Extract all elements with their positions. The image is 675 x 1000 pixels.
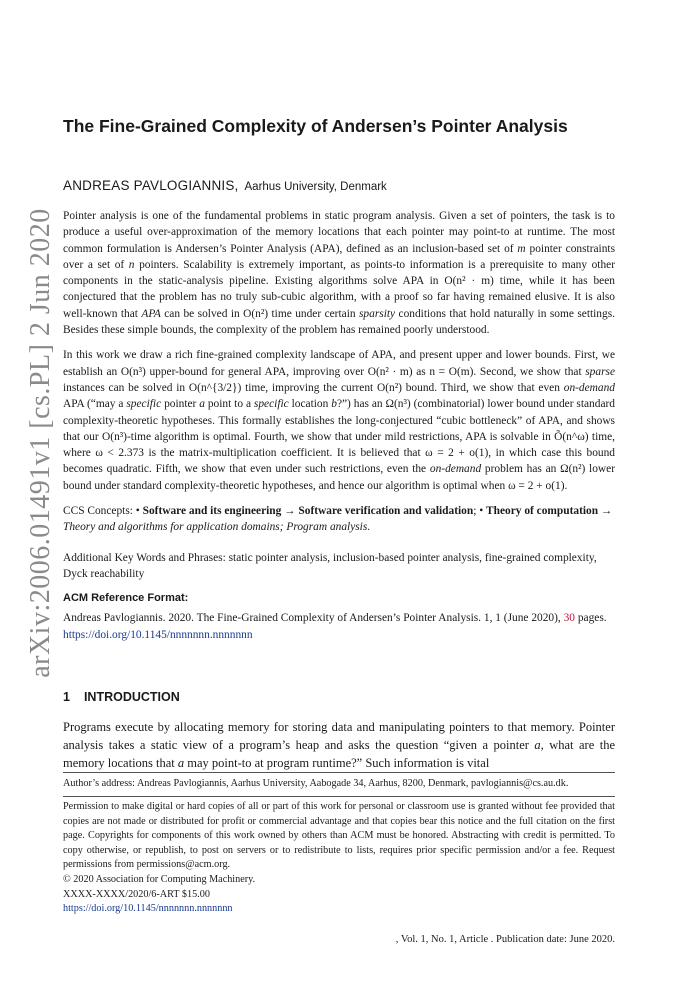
reference-text: Andreas Pavlogiannis. 2020. The Fine-Grained Complexity of Andersen’s Pointer Analysis. 1, 1 (June 2020), 30 pages. https://doi.org/10.1145/nnnnnnn.nnnnnnn <box>63 612 607 641</box>
permission-rule <box>63 796 615 797</box>
section-number: 1 <box>63 690 70 704</box>
isbn-line: XXXX-XXXX/2020/6-ART $15.00 <box>63 888 210 900</box>
arxiv-stamp <box>20 208 62 678</box>
author-line <box>63 178 387 193</box>
permission-block <box>63 800 615 917</box>
arxiv-stamp-text: arXiv:2006.01491v1 [cs.PL] 2 Jun 2020 <box>25 208 57 678</box>
section-heading <box>63 690 180 704</box>
abstract <box>63 208 615 643</box>
doi-link-footer[interactable]: https://doi.org/10.1145/nnnnnnn.nnnnnnn <box>63 903 233 915</box>
abstract-paragraph-1: Pointer analysis is one of the fundamental problems in static program analysis. Given a set of pointers, the task is to produce a useful over-approximation of the memory locations that each pointer may point-to at runtime. The most common formulation is Andersen’s Pointer Analysis (APA), defined as an inclusion-based set of m pointer constraints over a set of n pointers. Scalability is extremely important, as points-to information is a prerequisite to many other components in the static-analysis pipeline. Existing algorithms solve APA in O(n² · m) time, while it has been conjectured that the problem has no truly sub-cubic algorithm, with a proof so far having remained elusive. It is also well-known that APA can be solved in O(n²) time under certain sparsity conditions that hold naturally in some settings. Besides these simple bounds, the complexity of the problem has remained poorly understood. <box>63 210 616 337</box>
pages-link[interactable]: 30 <box>563 612 575 625</box>
keywords: Additional Key Words and Phrases: static pointer analysis, inclusion-based pointer analysis, fine-grained complexity, Dyck reachability <box>63 551 597 580</box>
intro-paragraph: Programs execute by allocating memory for storing data and manipulating pointers to that memory. Pointer analysis takes a static view of a program’s heap and asks the question “given a pointer a, what are the memory locations that a may point-to at program runtime?” Such information is vital <box>63 720 615 770</box>
permission-text: Permission to make digital or hard copies of all or part of this work for personal or classroom use is granted without fee provided that copies are not made or distributed for profit or commercial advantage and that copies bear this notice and the full citation on the first page. Copyrights for components of this work owned by others than ACM must be honored. Abstracting with credit is permitted. To copy otherwise, or republish, to post on servers or to redistribute to lists, requires prior specific permission and/or a fee. Request permissions from permissions@acm.org. <box>63 801 615 871</box>
doi-link[interactable]: https://doi.org/10.1145/nnnnnnn.nnnnnnn <box>63 628 253 641</box>
abstract-paragraph-2: In this work we draw a rich fine-grained complexity landscape of APA, and present upper and lower bounds. First, we establish an O(n³) upper-bound for general APA, improving over O(n² · m) as n = O(m). Second, we show that sparse instances can be solved in O(n^{3/2}) time, improving the current O(n²) bound. Third, we show that even on-demand APA (“may a specific pointer a point to a specific location b?”) has an Ω(n³) (combinatorial) lower bound under standard complexity-theoretic hypotheses. This formally establishes the long-conjectured “cubic bottleneck” of APA, and shows that our O(n³)-time algorithm is optimal. Fourth, we show that under mild restrictions, APA is solvable in Õ(n^ω) time, where ω < 2.373 is the matrix-multiplication coefficient. It is believed that ω = 2 + o(1), in which case this bound becomes quadratic. Fifth, we show that even under such restrictions, even the on-demand problem has an Ω(n²) lower bound under standard complexity-theoretic hypotheses, and hence our algorithm is optimal when ω = 2 + o(1). <box>63 349 615 492</box>
reference-heading: ACM Reference Format: <box>63 592 189 605</box>
section-title: INTRODUCTION <box>83 690 180 704</box>
page-footer: , Vol. 1, No. 1, Article . Publication date: June 2020. <box>395 934 615 945</box>
ccs-concepts: CCS Concepts: • Software and its engineering → Software verification and validation; • Theory of computation → Theory and algorithms for application domains; Program analysis. <box>63 505 613 534</box>
copyright-line: © 2020 Association for Computing Machinery. <box>63 873 256 885</box>
author-address: Author’s address: Andreas Pavlogiannis, Aarhus University, Aabogade 34, Aarhus, 8200, Denmark, pavlogiannis@cs.au.dk. <box>63 778 569 789</box>
footnote-rule <box>63 772 615 773</box>
paper-title: The Fine-Grained Complexity of Andersen’s Pointer Analysis <box>63 116 568 136</box>
author-affiliation: Aarhus University, Denmark <box>244 181 387 193</box>
author-name: ANDREAS PAVLOGIANNIS, <box>63 178 239 193</box>
